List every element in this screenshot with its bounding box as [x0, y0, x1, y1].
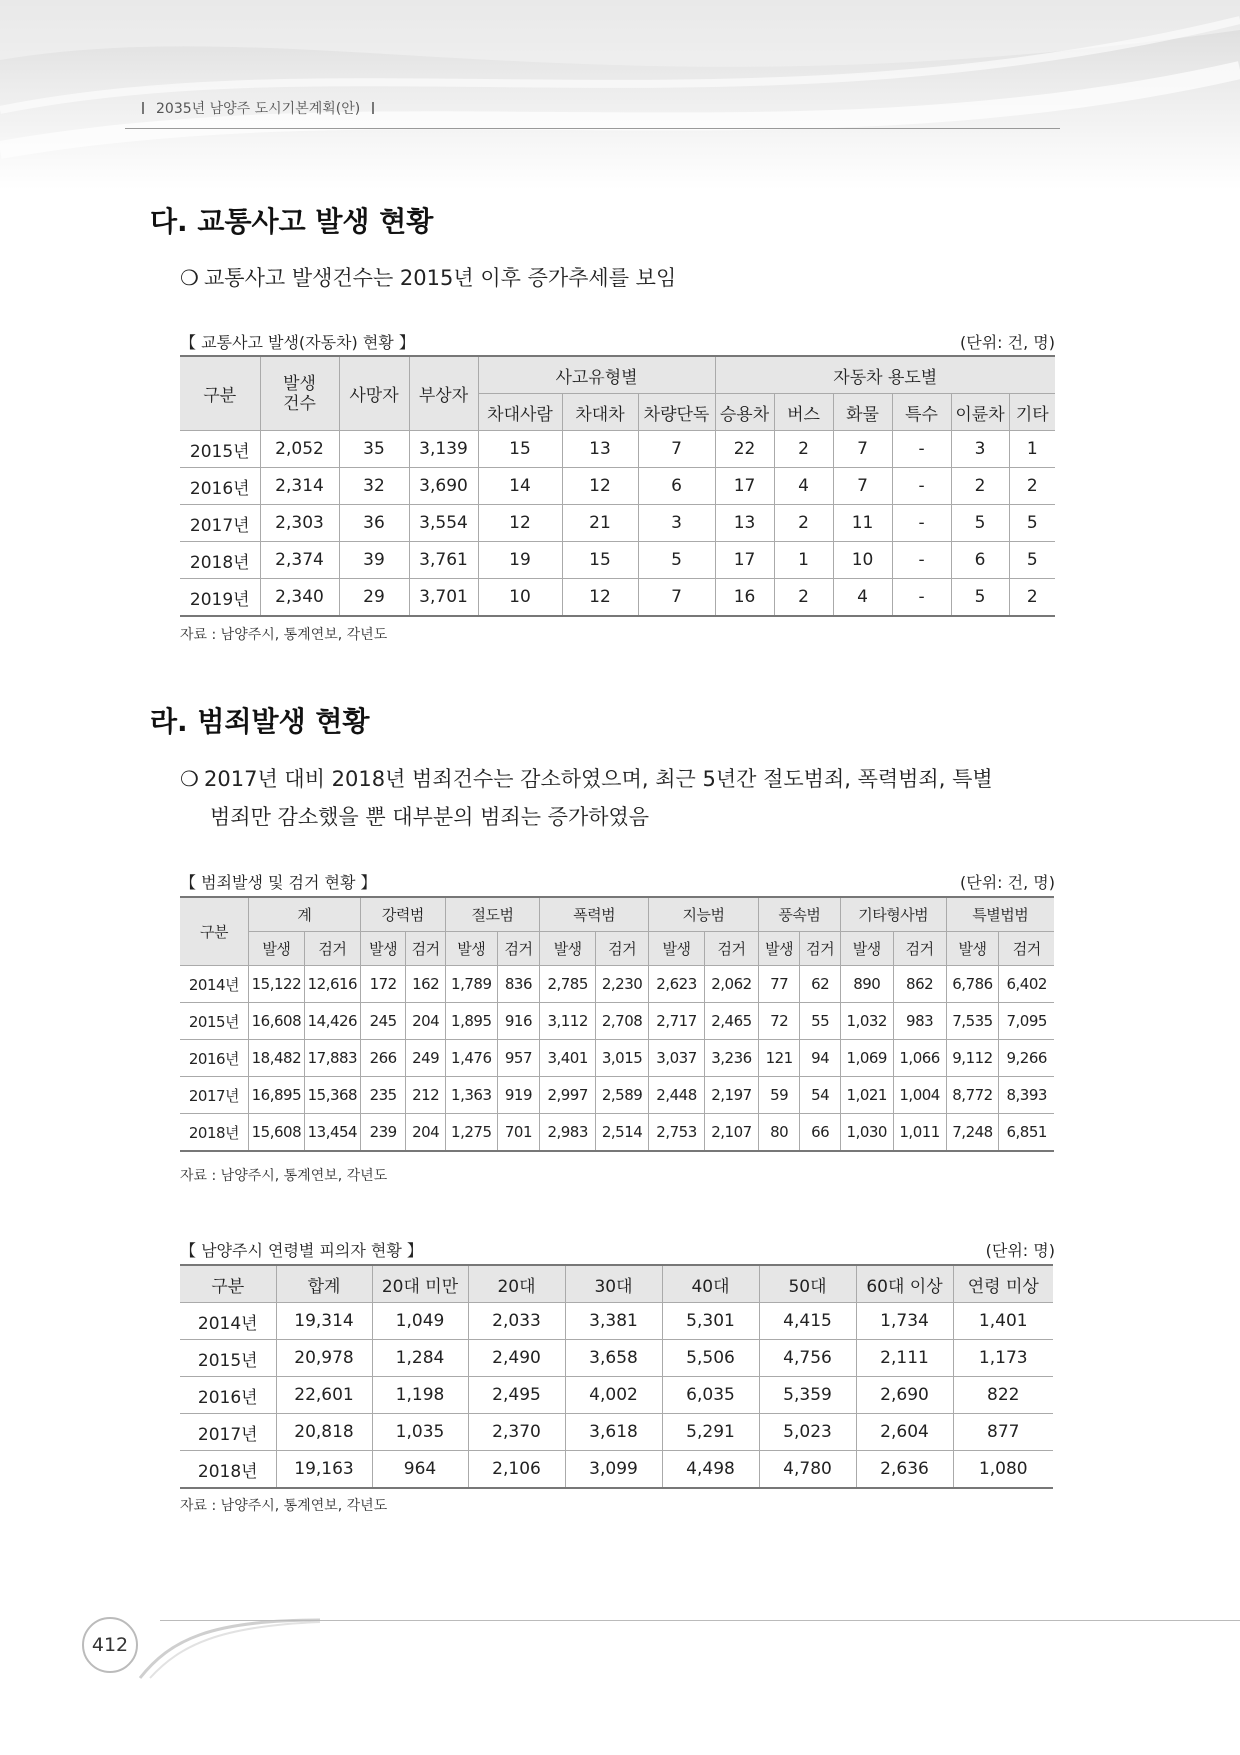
- table-cell: 1,066: [893, 1040, 946, 1077]
- table-cell: 162: [406, 966, 445, 1003]
- traffic-table-caption: [180, 330, 1055, 353]
- table-cell: 1,734: [856, 1303, 953, 1340]
- table-cell: 5: [638, 542, 715, 579]
- subheader: 이륜차: [951, 394, 1009, 431]
- crime-bullet-line-1: 2017년 대비 2018년 범죄건수는 감소하였으며, 최근 5년간 절도범죄, 폭력범죄, 특별: [204, 767, 993, 791]
- traffic-bullet-text: 교통사고 발생건수는 2015년 이후 증가추세를 보임: [204, 266, 677, 290]
- subheader-occur: 발생: [649, 932, 705, 966]
- table-row: [180, 1377, 1053, 1414]
- table-cell: 249: [406, 1040, 445, 1077]
- table-cell: 2,514: [596, 1114, 649, 1152]
- table-row: [180, 579, 1055, 617]
- crime-group-header-row: [180, 897, 1054, 932]
- table-cell: 7: [833, 468, 892, 505]
- table-cell: 7,535: [946, 1003, 999, 1040]
- table-cell: 3,401: [540, 1040, 596, 1077]
- running-header: [130, 98, 386, 118]
- table-cell: 16,608: [248, 1003, 304, 1040]
- table-cell: 1,173: [953, 1340, 1053, 1377]
- table-cell: 55: [800, 1003, 840, 1040]
- table-cell: 2,997: [540, 1077, 596, 1114]
- table-cell: 15,608: [248, 1114, 304, 1152]
- table-cell: 2,708: [596, 1003, 649, 1040]
- table-cell: 72: [758, 1003, 799, 1040]
- table-cell: 15,122: [248, 966, 304, 1003]
- subheader: 승용차: [715, 394, 774, 431]
- table-cell: 1,476: [445, 1040, 497, 1077]
- table-cell: 2: [951, 468, 1009, 505]
- table-cell: 4,415: [759, 1303, 856, 1340]
- table-cell: 14: [478, 468, 562, 505]
- table-cell: 5: [951, 579, 1009, 617]
- crime-bullet-line-2: 범죄만 감소했을 뿐 대부분의 범죄는 증가하였음: [210, 805, 650, 829]
- table-cell: 2: [1009, 579, 1055, 617]
- table-cell: 2,197: [705, 1077, 759, 1114]
- table-cell: 10: [478, 579, 562, 617]
- table-row: [180, 1040, 1054, 1077]
- footer-rule: [160, 1620, 1240, 1621]
- table-cell: 239: [360, 1114, 406, 1152]
- table-cell: 17: [715, 542, 774, 579]
- table-cell: 964: [372, 1451, 468, 1489]
- subheader: 특수: [892, 394, 951, 431]
- header-crime-group: 기타형사범: [840, 897, 946, 932]
- table-cell: 919: [497, 1077, 540, 1114]
- table-cell: 1,284: [372, 1340, 468, 1377]
- table-row: [180, 505, 1055, 542]
- subheader: 기타: [1009, 394, 1055, 431]
- table-cell: 2,589: [596, 1077, 649, 1114]
- subheader-arrest: 검거: [800, 932, 840, 966]
- header-gubun: 구분: [180, 897, 248, 966]
- subheader-arrest: 검거: [999, 932, 1054, 966]
- table-cell: 3,701: [409, 579, 478, 617]
- table-cell: 7: [638, 579, 715, 617]
- table-cell: 2,753: [649, 1114, 705, 1152]
- table-cell: -: [892, 542, 951, 579]
- table-cell: 13,454: [304, 1114, 360, 1152]
- bullet-circle-icon: ❍: [180, 266, 199, 290]
- table-cell: 3,618: [565, 1414, 662, 1451]
- table-cell: -: [892, 468, 951, 505]
- subheader-occur: 발생: [540, 932, 596, 966]
- table-cell: 2,636: [856, 1451, 953, 1489]
- subheader: 차량단독: [638, 394, 715, 431]
- header-deaths: 사망자: [339, 356, 409, 431]
- table-cell: 94: [800, 1040, 840, 1077]
- subheader: 화물: [833, 394, 892, 431]
- table-cell: 80: [758, 1114, 799, 1152]
- table-cell: 3,554: [409, 505, 478, 542]
- row-year: 2016년: [180, 1377, 276, 1414]
- table-cell: 17,883: [304, 1040, 360, 1077]
- column-header: 20대 미만: [372, 1265, 468, 1303]
- crime-sub-header-row: [180, 932, 1054, 966]
- subheader: 차대사람: [478, 394, 562, 431]
- subheader-occur: 발생: [445, 932, 497, 966]
- unit-label: (단위: 명): [985, 1241, 1055, 1260]
- table-cell: 16: [715, 579, 774, 617]
- header-crime-group: 절도범: [445, 897, 539, 932]
- row-year: 2015년: [180, 1340, 276, 1377]
- table-cell: 12: [562, 579, 638, 617]
- table-cell: 890: [840, 966, 893, 1003]
- table-cell: 2: [1009, 468, 1055, 505]
- table-cell: 2,717: [649, 1003, 705, 1040]
- table-cell: 957: [497, 1040, 540, 1077]
- table-cell: 6: [951, 542, 1009, 579]
- crime-table-body: [180, 966, 1054, 1152]
- table-cell: 5: [951, 505, 1009, 542]
- subheader-arrest: 검거: [406, 932, 445, 966]
- traffic-section-title: 다. 교통사고 발생 현황: [150, 205, 434, 238]
- table-cell: 3,015: [596, 1040, 649, 1077]
- unit-label: (단위: 건, 명): [960, 333, 1055, 352]
- table-cell: 4,002: [565, 1377, 662, 1414]
- table-row: [180, 966, 1054, 1003]
- subheader-occur: 발생: [360, 932, 406, 966]
- subheader-arrest: 검거: [705, 932, 759, 966]
- suspects-table-caption: [180, 1238, 1055, 1261]
- table-cell: 77: [758, 966, 799, 1003]
- table-cell: 59: [758, 1077, 799, 1114]
- column-header: 60대 이상: [856, 1265, 953, 1303]
- table-cell: 36: [339, 505, 409, 542]
- table-row: [180, 542, 1055, 579]
- table-cell: 1,789: [445, 966, 497, 1003]
- table-cell: 2,623: [649, 966, 705, 1003]
- header-crime-group: 폭력범: [540, 897, 649, 932]
- table-cell: 15,368: [304, 1077, 360, 1114]
- table-cell: -: [892, 579, 951, 617]
- row-year: 2017년: [180, 1077, 248, 1114]
- table-cell: 4: [774, 468, 833, 505]
- crime-table: [180, 896, 1054, 1152]
- row-year: 2014년: [180, 966, 248, 1003]
- table-cell: 15: [478, 431, 562, 468]
- table-cell: 4: [833, 579, 892, 617]
- row-year: 2016년: [180, 1040, 248, 1077]
- table-cell: 2: [774, 579, 833, 617]
- table-cell: 12,616: [304, 966, 360, 1003]
- table-cell: 2,448: [649, 1077, 705, 1114]
- table-cell: 6,402: [999, 966, 1054, 1003]
- table-cell: 6,851: [999, 1114, 1054, 1152]
- caption-title: 【 범죄발생 및 검거 현황 】: [180, 873, 377, 892]
- table-cell: 2,370: [468, 1414, 565, 1451]
- subheader-arrest: 검거: [893, 932, 946, 966]
- table-cell: 172: [360, 966, 406, 1003]
- caption-title: 【 교통사고 발생(자동차) 현황 】: [180, 333, 415, 352]
- table-cell: 1,275: [445, 1114, 497, 1152]
- table-row: [180, 1414, 1053, 1451]
- table-cell: 3,690: [409, 468, 478, 505]
- table-cell: 3,761: [409, 542, 478, 579]
- table-cell: 9,266: [999, 1040, 1054, 1077]
- table-cell: 5,359: [759, 1377, 856, 1414]
- table-cell: 2,033: [468, 1303, 565, 1340]
- row-year: 2015년: [180, 1003, 248, 1040]
- row-year: 2018년: [180, 542, 260, 579]
- header-gubun: 구분: [180, 356, 260, 431]
- table-cell: 17: [715, 468, 774, 505]
- table-cell: 9,112: [946, 1040, 999, 1077]
- table-cell: 2: [774, 431, 833, 468]
- table-cell: 66: [800, 1114, 840, 1152]
- table-cell: 19: [478, 542, 562, 579]
- table-row: [180, 1340, 1053, 1377]
- subheader: 차대차: [562, 394, 638, 431]
- suspects-header-row: [180, 1265, 1053, 1303]
- table-cell: 4,756: [759, 1340, 856, 1377]
- table-cell: 14,426: [304, 1003, 360, 1040]
- table-cell: 245: [360, 1003, 406, 1040]
- decorative-wave: [0, 0, 1240, 190]
- table-cell: 7: [638, 431, 715, 468]
- table-cell: 2,495: [468, 1377, 565, 1414]
- table-cell: 2,983: [540, 1114, 596, 1152]
- table-cell: 3,099: [565, 1451, 662, 1489]
- table-cell: 1,032: [840, 1003, 893, 1040]
- unit-label: (단위: 건, 명): [960, 873, 1055, 892]
- table-cell: 2,106: [468, 1451, 565, 1489]
- crime-source-note: 자료 : 남양주시, 통계연보, 각년도: [180, 1168, 388, 1184]
- table-cell: 19,314: [276, 1303, 372, 1340]
- table-cell: 22,601: [276, 1377, 372, 1414]
- table-cell: 836: [497, 966, 540, 1003]
- suspects-source-note: 자료 : 남양주시, 통계연보, 각년도: [180, 1498, 388, 1514]
- header-bar-right: [372, 102, 374, 114]
- header-rule: [125, 128, 1060, 129]
- table-cell: 2,230: [596, 966, 649, 1003]
- table-cell: 822: [953, 1377, 1053, 1414]
- table-cell: 983: [893, 1003, 946, 1040]
- table-cell: 1,080: [953, 1451, 1053, 1489]
- column-header: 20대: [468, 1265, 565, 1303]
- table-cell: 4,498: [662, 1451, 759, 1489]
- header-crime-group: 풍속범: [758, 897, 840, 932]
- suspects-age-table: [180, 1264, 1053, 1489]
- row-year: 2017년: [180, 505, 260, 542]
- table-cell: 6,786: [946, 966, 999, 1003]
- table-cell: 1,401: [953, 1303, 1053, 1340]
- table-cell: 2,340: [260, 579, 339, 617]
- table-cell: 1,035: [372, 1414, 468, 1451]
- table-cell: 877: [953, 1414, 1053, 1451]
- document-title: 2035년 남양주 도시기본계획(안): [156, 101, 361, 117]
- table-cell: 8,772: [946, 1077, 999, 1114]
- row-year: 2018년: [180, 1451, 276, 1489]
- header-injured: 부상자: [409, 356, 478, 431]
- table-cell: 2,111: [856, 1340, 953, 1377]
- table-cell: 3: [951, 431, 1009, 468]
- table-cell: 1: [1009, 431, 1055, 468]
- table-row: [180, 1451, 1053, 1489]
- column-header: 구분: [180, 1265, 276, 1303]
- caption-title: 【 남양주시 연령별 피의자 현황 】: [180, 1241, 423, 1260]
- table-cell: 8,393: [999, 1077, 1054, 1114]
- table-row: [180, 1077, 1054, 1114]
- traffic-table-body: [180, 431, 1055, 617]
- table-cell: 3,139: [409, 431, 478, 468]
- table-cell: 12: [562, 468, 638, 505]
- table-cell: 1,030: [840, 1114, 893, 1152]
- table-cell: 5: [1009, 542, 1055, 579]
- header-crime-group: 지능범: [649, 897, 759, 932]
- table-cell: 12: [478, 505, 562, 542]
- table-row: [180, 1303, 1053, 1340]
- table-cell: 5: [1009, 505, 1055, 542]
- crime-section-title: 라. 범죄발생 현황: [150, 705, 370, 738]
- column-header: 50대: [759, 1265, 856, 1303]
- suspects-table-body: [180, 1303, 1053, 1489]
- table-cell: 121: [758, 1040, 799, 1077]
- footer-swoosh: [130, 1600, 330, 1680]
- header-vehicle-use: 자동차 용도별: [715, 356, 1055, 394]
- column-header: 합계: [276, 1265, 372, 1303]
- crime-bullet: [180, 760, 1060, 836]
- table-cell: 3,037: [649, 1040, 705, 1077]
- table-cell: 19,163: [276, 1451, 372, 1489]
- table-cell: 32: [339, 468, 409, 505]
- bullet-circle-icon: ❍: [180, 767, 199, 791]
- subheader-occur: 발생: [840, 932, 893, 966]
- column-header: 연령 미상: [953, 1265, 1053, 1303]
- table-row: [180, 468, 1055, 505]
- table-cell: 3: [638, 505, 715, 542]
- header-crime-group: 특별법범: [946, 897, 1054, 932]
- table-cell: 7,095: [999, 1003, 1054, 1040]
- table-cell: 5,023: [759, 1414, 856, 1451]
- traffic-bullet: [180, 259, 1060, 297]
- table-cell: 5,506: [662, 1340, 759, 1377]
- table-cell: 2,690: [856, 1377, 953, 1414]
- header-accident-type: 사고유형별: [478, 356, 715, 394]
- table-cell: 2,062: [705, 966, 759, 1003]
- subheader-arrest: 검거: [596, 932, 649, 966]
- crime-table-caption: [180, 870, 1055, 893]
- table-cell: 3,112: [540, 1003, 596, 1040]
- traffic-source-note: 자료 : 남양주시, 통계연보, 각년도: [180, 627, 388, 643]
- table-cell: 862: [893, 966, 946, 1003]
- subheader-occur: 발생: [248, 932, 304, 966]
- table-cell: 18,482: [248, 1040, 304, 1077]
- header-bar-left: [142, 102, 144, 114]
- table-cell: 2,303: [260, 505, 339, 542]
- table-cell: 235: [360, 1077, 406, 1114]
- header-crime-group: 강력범: [360, 897, 445, 932]
- table-row: [180, 1003, 1054, 1040]
- table-cell: 1,363: [445, 1077, 497, 1114]
- row-year: 2017년: [180, 1414, 276, 1451]
- table-cell: 3,236: [705, 1040, 759, 1077]
- table-cell: 2,374: [260, 542, 339, 579]
- table-cell: 2,604: [856, 1414, 953, 1451]
- table-cell: 1,049: [372, 1303, 468, 1340]
- table-cell: 16,895: [248, 1077, 304, 1114]
- row-year: 2016년: [180, 468, 260, 505]
- table-cell: 20,818: [276, 1414, 372, 1451]
- table-cell: 1,011: [893, 1114, 946, 1152]
- table-cell: 1,069: [840, 1040, 893, 1077]
- subheader-arrest: 검거: [304, 932, 360, 966]
- table-cell: 204: [406, 1114, 445, 1152]
- table-cell: 1,198: [372, 1377, 468, 1414]
- table-cell: -: [892, 505, 951, 542]
- table-cell: 10: [833, 542, 892, 579]
- table-cell: 5,291: [662, 1414, 759, 1451]
- table-cell: 5,301: [662, 1303, 759, 1340]
- table-cell: 2,107: [705, 1114, 759, 1152]
- header-crime-group: 계: [248, 897, 360, 932]
- table-cell: 20,978: [276, 1340, 372, 1377]
- table-cell: 701: [497, 1114, 540, 1152]
- table-cell: 7: [833, 431, 892, 468]
- table-cell: 2,052: [260, 431, 339, 468]
- table-cell: 21: [562, 505, 638, 542]
- subheader: 버스: [774, 394, 833, 431]
- table-cell: 1,895: [445, 1003, 497, 1040]
- table-row: [180, 1114, 1054, 1152]
- table-cell: 266: [360, 1040, 406, 1077]
- subheader-arrest: 검거: [497, 932, 540, 966]
- table-cell: 13: [562, 431, 638, 468]
- table-cell: 6,035: [662, 1377, 759, 1414]
- table-cell: 2,314: [260, 468, 339, 505]
- table-cell: 54: [800, 1077, 840, 1114]
- table-cell: 3,381: [565, 1303, 662, 1340]
- table-row: [180, 431, 1055, 468]
- traffic-accident-table: [180, 355, 1055, 617]
- table-cell: 7,248: [946, 1114, 999, 1152]
- table-cell: 62: [800, 966, 840, 1003]
- table-cell: 22: [715, 431, 774, 468]
- table-cell: 29: [339, 579, 409, 617]
- page-number: 412: [82, 1617, 138, 1673]
- row-year: 2019년: [180, 579, 260, 617]
- table-cell: 35: [339, 431, 409, 468]
- table-cell: 6: [638, 468, 715, 505]
- table-cell: 39: [339, 542, 409, 579]
- table-cell: 2,785: [540, 966, 596, 1003]
- row-year: 2014년: [180, 1303, 276, 1340]
- table-cell: -: [892, 431, 951, 468]
- subheader-occur: 발생: [946, 932, 999, 966]
- table-cell: 11: [833, 505, 892, 542]
- table-cell: 15: [562, 542, 638, 579]
- table-cell: 4,780: [759, 1451, 856, 1489]
- header-count: 발생 건수: [260, 356, 339, 431]
- table-cell: 1: [774, 542, 833, 579]
- table-cell: 1,021: [840, 1077, 893, 1114]
- header-background: [0, 0, 1240, 190]
- table-cell: 13: [715, 505, 774, 542]
- table-cell: 3,658: [565, 1340, 662, 1377]
- table-cell: 2: [774, 505, 833, 542]
- column-header: 30대: [565, 1265, 662, 1303]
- table-cell: 916: [497, 1003, 540, 1040]
- table-cell: 2,465: [705, 1003, 759, 1040]
- row-year: 2018년: [180, 1114, 248, 1152]
- row-year: 2015년: [180, 431, 260, 468]
- table-cell: 1,004: [893, 1077, 946, 1114]
- table-cell: 212: [406, 1077, 445, 1114]
- column-header: 40대: [662, 1265, 759, 1303]
- subheader-occur: 발생: [758, 932, 799, 966]
- table-cell: 2,490: [468, 1340, 565, 1377]
- table-cell: 204: [406, 1003, 445, 1040]
